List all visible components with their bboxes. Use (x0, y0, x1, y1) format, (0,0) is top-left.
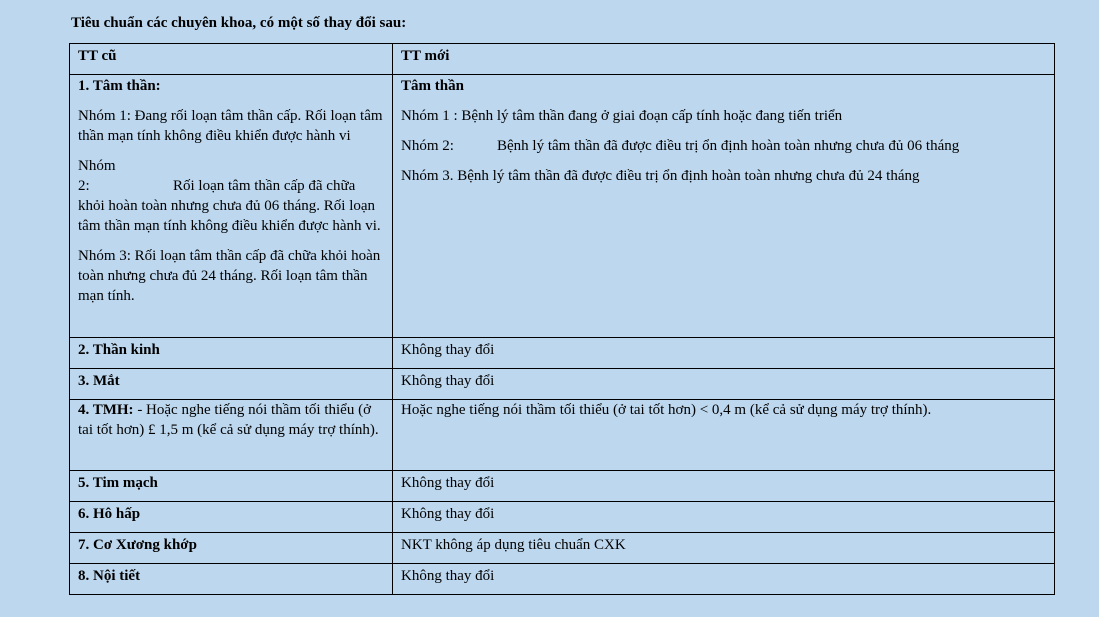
tam-than-new-group-3: Nhóm 3. Bệnh lý tâm thần đã được điều trị ổn định hoàn toàn nhưng chưa đủ 24 tháng (401, 168, 920, 184)
table-header-row (70, 44, 1055, 75)
cell-noi-tiet-old: 8. Nội tiết (70, 564, 393, 595)
table-row-tim-mach (70, 471, 1055, 502)
tam-than-new-group-2-text: Bệnh lý tâm thần đã được điều trị ổn định hoàn toàn nhưng chưa đủ 06 tháng (497, 138, 960, 154)
tam-than-old-group-2-label: Nhóm 2: (78, 158, 116, 194)
cell-mat-new: Không thay đổi (393, 369, 1055, 400)
table-row-tam-than (70, 75, 1055, 338)
header-old: TT cũ (70, 44, 393, 75)
cell-tim-mach-old: 5. Tim mạch (70, 471, 393, 502)
table-row-ho-hap (70, 502, 1055, 533)
cell-co-xuong-khop-old: 7. Cơ Xương khớp (70, 533, 393, 564)
table-row-mat (70, 369, 1055, 400)
cell-tmh-new: Hoặc nghe tiếng nói thầm tối thiểu (ở tai tốt hơn) < 0,4 m (kể cả sử dụng máy trợ thính). (393, 400, 1055, 471)
cell-noi-tiet-new: Không thay đổi (393, 564, 1055, 595)
table-row-tmh (70, 400, 1055, 471)
comparison-table (69, 43, 1055, 595)
tam-than-old-group-1: Nhóm 1: Đang rối loạn tâm thần cấp. Rối loạn tâm thần mạn tính không điều khiển được hành vi (78, 108, 383, 144)
tam-than-new-group-2-label: Nhóm 2: (401, 138, 454, 154)
cell-co-xuong-khop-new: NKT không áp dụng tiêu chuẩn CXK (393, 533, 1055, 564)
cell-tam-than-new (393, 75, 1055, 338)
cell-than-kinh-old: 2. Thần kinh (70, 338, 393, 369)
tmh-old-title: 4. TMH: (78, 402, 134, 418)
tam-than-old-group-2 (78, 156, 384, 236)
tam-than-old-group-2-text: Rối loạn tâm thần cấp đã chữa khỏi hoàn toàn nhưng chưa đủ 06 tháng. Rối loạn tâm thần mạn tính không điều khiển được hành vi. (78, 178, 381, 234)
tam-than-new-group-2 (401, 136, 1046, 156)
table-row-co-xuong-khop (70, 533, 1055, 564)
cell-tmh-old (70, 400, 393, 471)
tam-than-old-title: 1. Tâm thần: (78, 78, 161, 94)
table-row-noi-tiet (70, 564, 1055, 595)
tam-than-new-group-1: Nhóm 1 : Bệnh lý tâm thần đang ở giai đoạn cấp tính hoặc đang tiến triển (401, 108, 843, 124)
tam-than-old-group-3: Nhóm 3: Rối loạn tâm thần cấp đã chữa khỏi hoàn toàn nhưng chưa đủ 24 tháng. Rối loạn tâm thần mạn tính. (78, 248, 381, 304)
header-new: TT mới (393, 44, 1055, 75)
tam-than-new-title: Tâm thần (401, 78, 464, 94)
cell-tim-mach-new: Không thay đổi (393, 471, 1055, 502)
cell-ho-hap-new: Không thay đổi (393, 502, 1055, 533)
cell-than-kinh-new: Không thay đổi (393, 338, 1055, 369)
table-row-than-kinh (70, 338, 1055, 369)
cell-tam-than-old (70, 75, 393, 338)
cell-mat-old: 3. Mắt (70, 369, 393, 400)
cell-ho-hap-old: 6. Hô hấp (70, 502, 393, 533)
page-heading: Tiêu chuẩn các chuyên khoa, có một số thay đổi sau: (71, 15, 407, 31)
tmh-old-text: - Hoặc nghe tiếng nói thầm tối thiểu (ở tai tốt hơn) £ 1,5 m (kể cả sử dụng máy trợ thính). (78, 402, 379, 438)
